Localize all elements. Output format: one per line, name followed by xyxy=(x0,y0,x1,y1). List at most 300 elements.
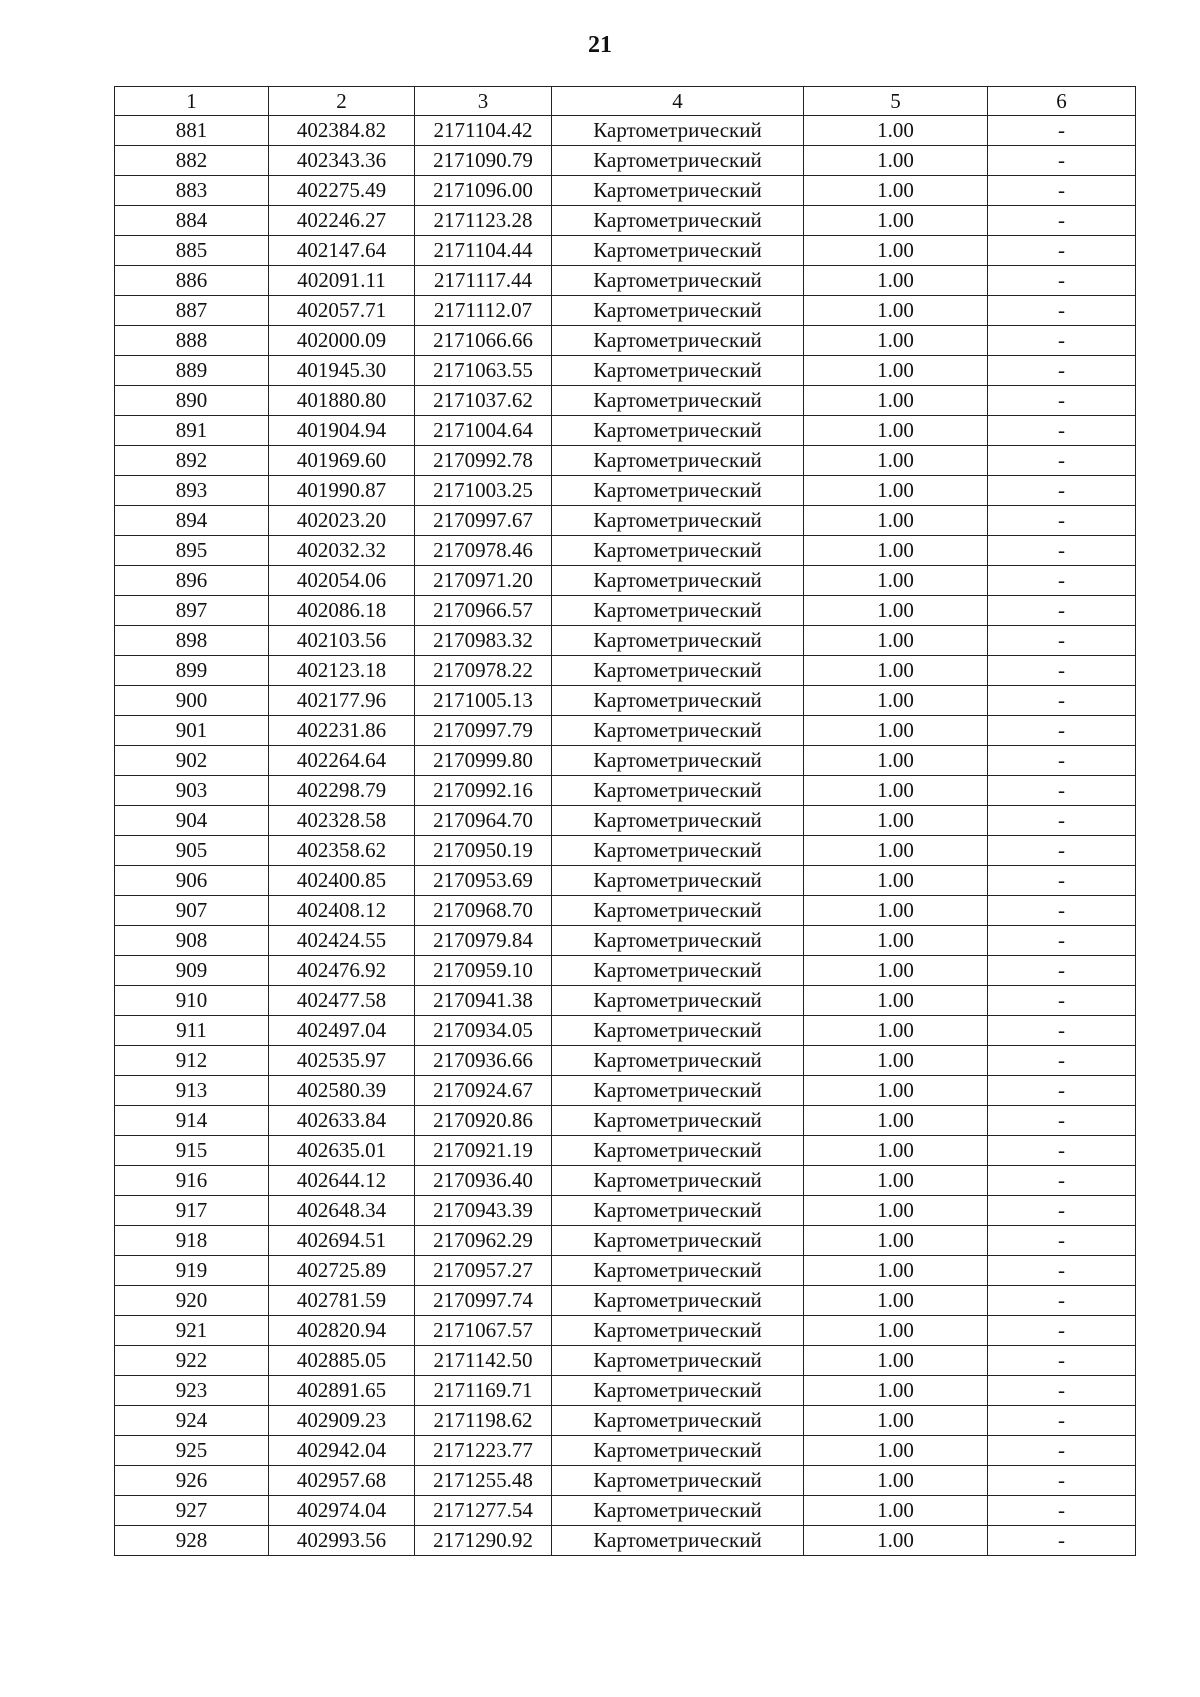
cell-accuracy: 1.00 xyxy=(804,1016,988,1046)
cell-note: - xyxy=(988,686,1136,716)
cell-accuracy: 1.00 xyxy=(804,1496,988,1526)
cell-coordinate-y: 2170997.79 xyxy=(415,716,552,746)
cell-accuracy: 1.00 xyxy=(804,866,988,896)
cell-method: Картометрический xyxy=(552,446,804,476)
cell-coordinate-y: 2170950.19 xyxy=(415,836,552,866)
table-row xyxy=(115,986,1136,1016)
table-row xyxy=(115,1136,1136,1166)
cell-coordinate-y: 2170924.67 xyxy=(415,1076,552,1106)
cell-coordinate-y: 2170936.40 xyxy=(415,1166,552,1196)
table-row xyxy=(115,1436,1136,1466)
cell-coordinate-y: 2171142.50 xyxy=(415,1346,552,1376)
cell-note: - xyxy=(988,206,1136,236)
cell-coordinate-x: 402725.89 xyxy=(269,1256,415,1286)
table-row xyxy=(115,776,1136,806)
cell-point-number: 914 xyxy=(115,1106,269,1136)
table-row xyxy=(115,236,1136,266)
cell-point-number: 919 xyxy=(115,1256,269,1286)
cell-note: - xyxy=(988,536,1136,566)
table-row xyxy=(115,1016,1136,1046)
table-row xyxy=(115,1376,1136,1406)
cell-point-number: 905 xyxy=(115,836,269,866)
cell-coordinate-x: 402424.55 xyxy=(269,926,415,956)
cell-coordinate-y: 2170983.32 xyxy=(415,626,552,656)
cell-note: - xyxy=(988,1046,1136,1076)
cell-method: Картометрический xyxy=(552,1136,804,1166)
cell-note: - xyxy=(988,896,1136,926)
table-row xyxy=(115,266,1136,296)
cell-method: Картометрический xyxy=(552,176,804,206)
cell-point-number: 910 xyxy=(115,986,269,1016)
cell-coordinate-x: 402091.11 xyxy=(269,266,415,296)
cell-coordinate-x: 402909.23 xyxy=(269,1406,415,1436)
cell-point-number: 915 xyxy=(115,1136,269,1166)
table-row xyxy=(115,1196,1136,1226)
cell-coordinate-x: 401904.94 xyxy=(269,416,415,446)
cell-point-number: 908 xyxy=(115,926,269,956)
cell-method: Картометрический xyxy=(552,326,804,356)
cell-coordinate-x: 402885.05 xyxy=(269,1346,415,1376)
cell-coordinate-y: 2170978.46 xyxy=(415,536,552,566)
cell-note: - xyxy=(988,956,1136,986)
cell-accuracy: 1.00 xyxy=(804,656,988,686)
table-row xyxy=(115,1046,1136,1076)
cell-coordinate-y: 2171004.64 xyxy=(415,416,552,446)
cell-coordinate-y: 2170979.84 xyxy=(415,926,552,956)
cell-note: - xyxy=(988,1376,1136,1406)
cell-coordinate-y: 2170997.74 xyxy=(415,1286,552,1316)
cell-method: Картометрический xyxy=(552,356,804,386)
cell-coordinate-x: 402891.65 xyxy=(269,1376,415,1406)
cell-note: - xyxy=(988,746,1136,776)
cell-point-number: 911 xyxy=(115,1016,269,1046)
cell-accuracy: 1.00 xyxy=(804,206,988,236)
cell-method: Картометрический xyxy=(552,506,804,536)
table-row xyxy=(115,866,1136,896)
cell-method: Картометрический xyxy=(552,986,804,1016)
cell-method: Картометрический xyxy=(552,716,804,746)
cell-point-number: 928 xyxy=(115,1526,269,1556)
cell-accuracy: 1.00 xyxy=(804,1286,988,1316)
cell-note: - xyxy=(988,1286,1136,1316)
cell-coordinate-x: 402820.94 xyxy=(269,1316,415,1346)
table-row xyxy=(115,716,1136,746)
cell-coordinate-x: 402032.32 xyxy=(269,536,415,566)
cell-method: Картометрический xyxy=(552,656,804,686)
cell-note: - xyxy=(988,1406,1136,1436)
cell-coordinate-x: 402477.58 xyxy=(269,986,415,1016)
cell-accuracy: 1.00 xyxy=(804,716,988,746)
cell-coordinate-x: 402123.18 xyxy=(269,656,415,686)
cell-accuracy: 1.00 xyxy=(804,416,988,446)
cell-accuracy: 1.00 xyxy=(804,1226,988,1256)
cell-note: - xyxy=(988,1346,1136,1376)
table-header xyxy=(115,87,1136,116)
cell-method: Картометрический xyxy=(552,1496,804,1526)
cell-accuracy: 1.00 xyxy=(804,506,988,536)
table-row xyxy=(115,746,1136,776)
cell-point-number: 886 xyxy=(115,266,269,296)
cell-point-number: 893 xyxy=(115,476,269,506)
table-row xyxy=(115,416,1136,446)
cell-coordinate-y: 2170962.29 xyxy=(415,1226,552,1256)
cell-note: - xyxy=(988,386,1136,416)
cell-accuracy: 1.00 xyxy=(804,896,988,926)
column-header-6: 6 xyxy=(988,87,1136,116)
table-row xyxy=(115,686,1136,716)
cell-coordinate-y: 2171123.28 xyxy=(415,206,552,236)
cell-method: Картометрический xyxy=(552,626,804,656)
cell-note: - xyxy=(988,1436,1136,1466)
cell-coordinate-x: 402177.96 xyxy=(269,686,415,716)
table-row xyxy=(115,656,1136,686)
cell-method: Картометрический xyxy=(552,1076,804,1106)
cell-note: - xyxy=(988,416,1136,446)
cell-note: - xyxy=(988,1166,1136,1196)
table-row xyxy=(115,356,1136,386)
cell-point-number: 918 xyxy=(115,1226,269,1256)
cell-coordinate-x: 402400.85 xyxy=(269,866,415,896)
cell-accuracy: 1.00 xyxy=(804,746,988,776)
header-row xyxy=(115,87,1136,116)
cell-method: Картометрический xyxy=(552,896,804,926)
cell-point-number: 903 xyxy=(115,776,269,806)
cell-method: Картометрический xyxy=(552,296,804,326)
cell-coordinate-x: 402993.56 xyxy=(269,1526,415,1556)
cell-method: Картометрический xyxy=(552,1346,804,1376)
cell-point-number: 920 xyxy=(115,1286,269,1316)
cell-note: - xyxy=(988,986,1136,1016)
cell-method: Картометрический xyxy=(552,1526,804,1556)
cell-coordinate-y: 2170999.80 xyxy=(415,746,552,776)
cell-note: - xyxy=(988,296,1136,326)
cell-coordinate-y: 2171169.71 xyxy=(415,1376,552,1406)
cell-point-number: 897 xyxy=(115,596,269,626)
cell-point-number: 923 xyxy=(115,1376,269,1406)
cell-coordinate-x: 402648.34 xyxy=(269,1196,415,1226)
cell-coordinate-y: 2171223.77 xyxy=(415,1436,552,1466)
table-row xyxy=(115,596,1136,626)
cell-coordinate-x: 402644.12 xyxy=(269,1166,415,1196)
cell-note: - xyxy=(988,1526,1136,1556)
cell-note: - xyxy=(988,446,1136,476)
cell-coordinate-y: 2171290.92 xyxy=(415,1526,552,1556)
cell-accuracy: 1.00 xyxy=(804,1106,988,1136)
table-row xyxy=(115,1496,1136,1526)
cell-point-number: 898 xyxy=(115,626,269,656)
cell-method: Картометрический xyxy=(552,476,804,506)
cell-coordinate-y: 2170920.86 xyxy=(415,1106,552,1136)
cell-point-number: 912 xyxy=(115,1046,269,1076)
cell-note: - xyxy=(988,716,1136,746)
cell-coordinate-x: 402275.49 xyxy=(269,176,415,206)
cell-note: - xyxy=(988,116,1136,146)
cell-note: - xyxy=(988,476,1136,506)
cell-accuracy: 1.00 xyxy=(804,776,988,806)
table-row xyxy=(115,116,1136,146)
cell-point-number: 889 xyxy=(115,356,269,386)
cell-method: Картометрический xyxy=(552,956,804,986)
cell-method: Картометрический xyxy=(552,686,804,716)
table-row xyxy=(115,1406,1136,1436)
cell-method: Картометрический xyxy=(552,1436,804,1466)
cell-accuracy: 1.00 xyxy=(804,626,988,656)
cell-point-number: 926 xyxy=(115,1466,269,1496)
cell-accuracy: 1.00 xyxy=(804,926,988,956)
cell-point-number: 921 xyxy=(115,1316,269,1346)
cell-method: Картометрический xyxy=(552,806,804,836)
cell-coordinate-y: 2170966.57 xyxy=(415,596,552,626)
cell-accuracy: 1.00 xyxy=(804,266,988,296)
cell-method: Картометрический xyxy=(552,746,804,776)
table-row xyxy=(115,626,1136,656)
cell-accuracy: 1.00 xyxy=(804,686,988,716)
cell-coordinate-x: 401880.80 xyxy=(269,386,415,416)
cell-method: Картометрический xyxy=(552,866,804,896)
cell-coordinate-x: 402694.51 xyxy=(269,1226,415,1256)
cell-point-number: 884 xyxy=(115,206,269,236)
table-row xyxy=(115,176,1136,206)
cell-coordinate-y: 2170959.10 xyxy=(415,956,552,986)
cell-coordinate-x: 402328.58 xyxy=(269,806,415,836)
table-row xyxy=(115,506,1136,536)
cell-method: Картометрический xyxy=(552,1016,804,1046)
cell-accuracy: 1.00 xyxy=(804,386,988,416)
table-row xyxy=(115,1316,1136,1346)
cell-method: Картометрический xyxy=(552,1406,804,1436)
cell-coordinate-x: 402054.06 xyxy=(269,566,415,596)
cell-coordinate-x: 401969.60 xyxy=(269,446,415,476)
cell-coordinate-y: 2171037.62 xyxy=(415,386,552,416)
cell-accuracy: 1.00 xyxy=(804,566,988,596)
cell-coordinate-x: 402635.01 xyxy=(269,1136,415,1166)
cell-coordinate-x: 402974.04 xyxy=(269,1496,415,1526)
cell-method: Картометрический xyxy=(552,926,804,956)
table-row xyxy=(115,1286,1136,1316)
cell-coordinate-y: 2171277.54 xyxy=(415,1496,552,1526)
cell-coordinate-y: 2171112.07 xyxy=(415,296,552,326)
cell-method: Картометрический xyxy=(552,1286,804,1316)
cell-coordinate-x: 402231.86 xyxy=(269,716,415,746)
cell-coordinate-y: 2170936.66 xyxy=(415,1046,552,1076)
cell-method: Картометрический xyxy=(552,1466,804,1496)
cell-coordinate-x: 402086.18 xyxy=(269,596,415,626)
cell-point-number: 883 xyxy=(115,176,269,206)
cell-note: - xyxy=(988,1256,1136,1286)
cell-point-number: 909 xyxy=(115,956,269,986)
cell-point-number: 899 xyxy=(115,656,269,686)
cell-note: - xyxy=(988,866,1136,896)
coordinates-table xyxy=(114,86,1136,1556)
cell-method: Картометрический xyxy=(552,836,804,866)
column-header-3: 3 xyxy=(415,87,552,116)
cell-note: - xyxy=(988,1016,1136,1046)
cell-coordinate-y: 2170953.69 xyxy=(415,866,552,896)
table-row xyxy=(115,206,1136,236)
cell-note: - xyxy=(988,326,1136,356)
cell-coordinate-y: 2170997.67 xyxy=(415,506,552,536)
table-row xyxy=(115,1226,1136,1256)
cell-note: - xyxy=(988,596,1136,626)
cell-method: Картометрический xyxy=(552,536,804,566)
cell-coordinate-x: 402264.64 xyxy=(269,746,415,776)
cell-point-number: 890 xyxy=(115,386,269,416)
column-header-5: 5 xyxy=(804,87,988,116)
table-row xyxy=(115,1466,1136,1496)
cell-note: - xyxy=(988,1466,1136,1496)
cell-note: - xyxy=(988,1496,1136,1526)
table-row xyxy=(115,1076,1136,1106)
table-row xyxy=(115,1346,1136,1376)
cell-coordinate-y: 2171067.57 xyxy=(415,1316,552,1346)
cell-point-number: 902 xyxy=(115,746,269,776)
cell-point-number: 896 xyxy=(115,566,269,596)
table-row xyxy=(115,536,1136,566)
cell-accuracy: 1.00 xyxy=(804,1406,988,1436)
cell-coordinate-y: 2170921.19 xyxy=(415,1136,552,1166)
cell-note: - xyxy=(988,1076,1136,1106)
cell-point-number: 906 xyxy=(115,866,269,896)
cell-accuracy: 1.00 xyxy=(804,536,988,566)
cell-coordinate-x: 402057.71 xyxy=(269,296,415,326)
table-row xyxy=(115,566,1136,596)
cell-method: Картометрический xyxy=(552,116,804,146)
cell-accuracy: 1.00 xyxy=(804,1466,988,1496)
cell-accuracy: 1.00 xyxy=(804,836,988,866)
cell-method: Картометрический xyxy=(552,1316,804,1346)
cell-accuracy: 1.00 xyxy=(804,806,988,836)
cell-accuracy: 1.00 xyxy=(804,596,988,626)
cell-accuracy: 1.00 xyxy=(804,146,988,176)
cell-method: Картометрический xyxy=(552,416,804,446)
cell-coordinate-x: 402358.62 xyxy=(269,836,415,866)
table-row xyxy=(115,806,1136,836)
cell-point-number: 913 xyxy=(115,1076,269,1106)
cell-point-number: 927 xyxy=(115,1496,269,1526)
cell-coordinate-x: 402535.97 xyxy=(269,1046,415,1076)
cell-coordinate-y: 2171005.13 xyxy=(415,686,552,716)
table-row xyxy=(115,1106,1136,1136)
cell-method: Картометрический xyxy=(552,1226,804,1256)
column-header-4: 4 xyxy=(552,87,804,116)
cell-coordinate-y: 2171198.62 xyxy=(415,1406,552,1436)
cell-coordinate-x: 402580.39 xyxy=(269,1076,415,1106)
cell-coordinate-x: 401990.87 xyxy=(269,476,415,506)
cell-point-number: 881 xyxy=(115,116,269,146)
table-row xyxy=(115,146,1136,176)
cell-coordinate-y: 2171255.48 xyxy=(415,1466,552,1496)
table-row xyxy=(115,1166,1136,1196)
cell-coordinate-x: 402781.59 xyxy=(269,1286,415,1316)
cell-coordinate-y: 2171096.00 xyxy=(415,176,552,206)
cell-method: Картометрический xyxy=(552,566,804,596)
cell-point-number: 901 xyxy=(115,716,269,746)
cell-coordinate-y: 2171090.79 xyxy=(415,146,552,176)
cell-point-number: 888 xyxy=(115,326,269,356)
cell-coordinate-y: 2170992.16 xyxy=(415,776,552,806)
cell-note: - xyxy=(988,626,1136,656)
column-header-2: 2 xyxy=(269,87,415,116)
table-row xyxy=(115,326,1136,356)
cell-note: - xyxy=(988,236,1136,266)
cell-method: Картометрический xyxy=(552,1376,804,1406)
cell-note: - xyxy=(988,1226,1136,1256)
column-header-1: 1 xyxy=(115,87,269,116)
cell-coordinate-y: 2171104.44 xyxy=(415,236,552,266)
cell-accuracy: 1.00 xyxy=(804,326,988,356)
table-row xyxy=(115,836,1136,866)
cell-accuracy: 1.00 xyxy=(804,446,988,476)
cell-coordinate-x: 402298.79 xyxy=(269,776,415,806)
cell-coordinate-y: 2170964.70 xyxy=(415,806,552,836)
cell-note: - xyxy=(988,566,1136,596)
cell-note: - xyxy=(988,806,1136,836)
table-row xyxy=(115,1256,1136,1286)
cell-note: - xyxy=(988,266,1136,296)
cell-method: Картометрический xyxy=(552,1046,804,1076)
cell-coordinate-x: 402000.09 xyxy=(269,326,415,356)
cell-coordinate-x: 402147.64 xyxy=(269,236,415,266)
cell-point-number: 924 xyxy=(115,1406,269,1436)
cell-accuracy: 1.00 xyxy=(804,176,988,206)
cell-note: - xyxy=(988,776,1136,806)
cell-coordinate-y: 2170968.70 xyxy=(415,896,552,926)
cell-point-number: 925 xyxy=(115,1436,269,1466)
cell-method: Картометрический xyxy=(552,1256,804,1286)
cell-note: - xyxy=(988,1316,1136,1346)
cell-point-number: 887 xyxy=(115,296,269,326)
cell-coordinate-x: 402103.56 xyxy=(269,626,415,656)
cell-coordinate-y: 2170943.39 xyxy=(415,1196,552,1226)
cell-point-number: 882 xyxy=(115,146,269,176)
cell-point-number: 916 xyxy=(115,1166,269,1196)
cell-accuracy: 1.00 xyxy=(804,1436,988,1466)
cell-accuracy: 1.00 xyxy=(804,116,988,146)
cell-point-number: 904 xyxy=(115,806,269,836)
cell-coordinate-y: 2171117.44 xyxy=(415,266,552,296)
cell-method: Картометрический xyxy=(552,236,804,266)
cell-accuracy: 1.00 xyxy=(804,1346,988,1376)
cell-coordinate-y: 2170978.22 xyxy=(415,656,552,686)
cell-accuracy: 1.00 xyxy=(804,356,988,386)
table-row xyxy=(115,446,1136,476)
cell-coordinate-x: 402942.04 xyxy=(269,1436,415,1466)
cell-coordinate-y: 2171003.25 xyxy=(415,476,552,506)
cell-point-number: 885 xyxy=(115,236,269,266)
cell-coordinate-x: 402957.68 xyxy=(269,1466,415,1496)
cell-point-number: 891 xyxy=(115,416,269,446)
cell-accuracy: 1.00 xyxy=(804,1376,988,1406)
table-row xyxy=(115,926,1136,956)
cell-coordinate-x: 402023.20 xyxy=(269,506,415,536)
cell-method: Картометрический xyxy=(552,1106,804,1136)
cell-coordinate-x: 402246.27 xyxy=(269,206,415,236)
cell-accuracy: 1.00 xyxy=(804,296,988,326)
cell-note: - xyxy=(988,176,1136,206)
cell-coordinate-y: 2171104.42 xyxy=(415,116,552,146)
cell-coordinate-x: 402633.84 xyxy=(269,1106,415,1136)
cell-point-number: 895 xyxy=(115,536,269,566)
cell-point-number: 922 xyxy=(115,1346,269,1376)
cell-coordinate-y: 2171063.55 xyxy=(415,356,552,386)
table-row xyxy=(115,386,1136,416)
cell-accuracy: 1.00 xyxy=(804,476,988,506)
cell-coordinate-x: 401945.30 xyxy=(269,356,415,386)
cell-method: Картометрический xyxy=(552,1196,804,1226)
cell-coordinate-x: 402497.04 xyxy=(269,1016,415,1046)
cell-accuracy: 1.00 xyxy=(804,1076,988,1106)
cell-accuracy: 1.00 xyxy=(804,956,988,986)
